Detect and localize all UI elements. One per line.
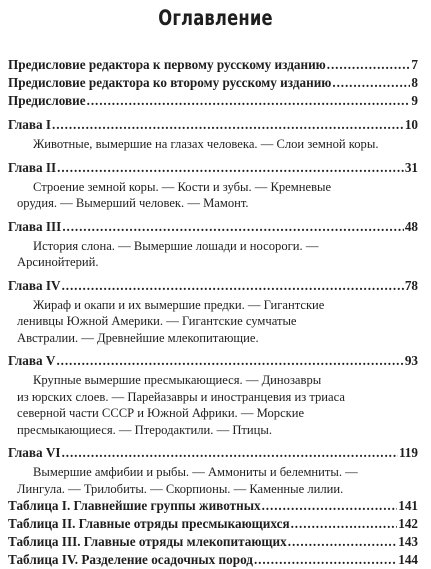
toc-entry-page: 8 (411, 75, 418, 90)
chapter-summary (8, 464, 418, 497)
summary-line: Строение земной коры. — Кости и зубы. — Кремневые (33, 179, 332, 194)
chapter-page: 48 (404, 218, 418, 234)
chapter-summary (8, 238, 418, 271)
leader-dots (56, 352, 403, 370)
toc-entry-front[interactable] (8, 74, 418, 92)
chapter-title: Глава VI (8, 445, 61, 460)
toc-entry-table[interactable] (8, 497, 418, 515)
chapter-summary (8, 179, 418, 212)
chapter-summary (8, 297, 418, 347)
chapter-title: Глава I (8, 117, 52, 132)
toc-entry-page: 9 (411, 93, 418, 108)
summary-line: пресмыкающиеся. — Птеродактили. — Птицы. (17, 422, 273, 437)
toc-entry-chapter[interactable] (8, 218, 418, 236)
leader-dots (332, 74, 410, 92)
toc-entry-title: Таблица I. Главнейшие группы животных (8, 498, 261, 513)
toc-entry-chapter[interactable] (8, 159, 418, 177)
page-title: Оглавление (158, 6, 273, 30)
leader-dots (62, 444, 398, 462)
toc-entry-page: 142 (398, 516, 418, 531)
toc-entry-page: 143 (398, 534, 418, 549)
leader-dots (62, 218, 404, 236)
summary-line: Вымершие амфибии и рыбы. — Аммониты и белемниты. — (33, 465, 358, 479)
table-of-contents (8, 56, 418, 569)
leader-dots (327, 56, 411, 74)
toc-entry-page: 141 (398, 498, 418, 513)
chapter-title: Глава V (8, 353, 56, 368)
summary-line: Жираф и окапи и их вымершие предки. — Гигантские (33, 297, 325, 312)
chapter-page: 119 (398, 445, 418, 460)
leader-dots (288, 533, 397, 551)
chapter-page: 93 (404, 353, 418, 368)
toc-entry-chapter[interactable] (8, 352, 418, 370)
toc-entry-title: Таблица IV. Разделение осадочных пород (8, 552, 253, 567)
toc-entry-page: 144 (398, 552, 418, 567)
leader-dots (62, 277, 404, 295)
summary-line: Животные, вымершие на глазах человека. — Слои земной коры. (33, 137, 379, 151)
chapter-page: 31 (404, 159, 418, 175)
toc-entry-table[interactable] (8, 551, 418, 569)
toc-entry-title: Таблица II. Главные отряды пресмыкающихся (8, 516, 290, 531)
chapter-page: 78 (404, 277, 418, 293)
toc-entry-title: Предисловие редактора к первому русскому изданию (8, 57, 326, 72)
toc-entry-chapter[interactable] (8, 444, 418, 462)
chapter-summary (8, 136, 418, 153)
leader-dots (52, 116, 404, 134)
toc-entry-chapter[interactable] (8, 277, 418, 295)
chapter-title: Глава IV (8, 277, 61, 293)
toc-entry-front[interactable] (8, 92, 418, 110)
leader-dots (57, 159, 404, 177)
summary-line: из юрских слоев. — Парейазавры и иностранцевия из триаса (17, 389, 345, 404)
toc-entry-table[interactable] (8, 533, 418, 551)
chapter-page: 10 (404, 117, 418, 132)
leader-dots (87, 92, 411, 110)
toc-entry-chapter[interactable] (8, 116, 418, 134)
chapter-title: Глава III (8, 218, 62, 234)
toc-entry-title: Предисловие редактора ко второму русскому изданию (8, 75, 332, 90)
toc-entry-front[interactable] (8, 56, 418, 74)
summary-line: ленивцы Южной Америки. — Гигантские сумчатые (17, 314, 297, 328)
toc-entry-page: 7 (411, 57, 418, 72)
summary-line: северной части СССР и Южной Африки. — Морские (17, 406, 305, 420)
toc-entry-title: Таблица III. Главные отряды млекопитающих (8, 534, 287, 549)
summary-line: орудия. — Вымерший человек. — Мамонт. (17, 196, 249, 210)
summary-line: Австралии. — Древнейшие млекопитающие. (17, 330, 259, 345)
summary-line: Лингула. — Трилобиты. — Скорпионы. — Каменные лилии. (17, 481, 344, 496)
leader-dots (291, 515, 398, 533)
leader-dots (254, 551, 397, 569)
toc-entry-table[interactable] (8, 515, 418, 533)
summary-line: История слона. — Вымершие лошади и носороги. — (33, 238, 319, 253)
summary-line: Крупные вымершие пресмыкающиеся. — Динозавры (33, 373, 322, 387)
chapter-summary (8, 372, 418, 438)
summary-line: Арсинойтерий. (17, 255, 99, 269)
leader-dots (262, 497, 398, 515)
chapter-title: Глава II (8, 159, 57, 175)
toc-entry-title: Предисловие (8, 93, 86, 108)
